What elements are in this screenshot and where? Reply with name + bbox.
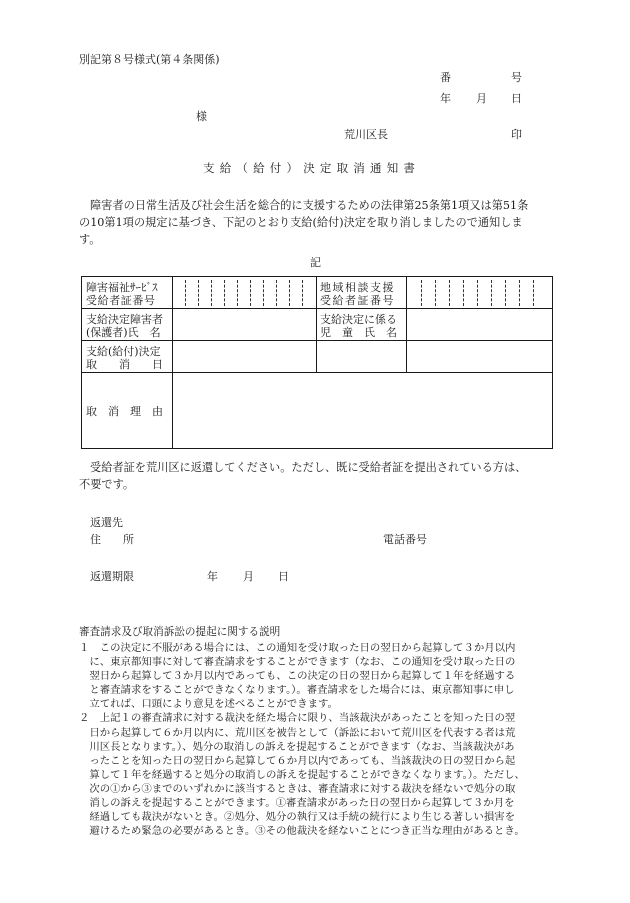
deadline-day-label: 日 [278,570,289,583]
intro-line: 障害者の日常生活及び社会生活を総合的に支援するための法律第25条第1項又は第51条 [90,199,529,212]
digit-box-divider [276,280,277,306]
digit-box-divider [185,280,186,306]
recipient-name-label [86,313,170,339]
consultation-certificate-number-label [320,281,404,307]
digit-box-divider [198,280,199,306]
explanation-line: ったことを知った日の翌日から起算して６か月以内であっても、当該裁決の日の翌日から起 [79,754,516,767]
phone-label: 電話番号 [383,533,427,546]
address-label: 住 所 [90,533,134,546]
label-text: 児 童 氏 名 [320,326,397,339]
intro-line: す。 [79,233,101,246]
digit-box-divider [519,280,520,306]
label-text: 支給決定に係る [320,313,397,326]
digit-box-divider [237,280,238,306]
label-text: (保護者)氏 名 [86,326,161,339]
explanation-line: １ この決定に不服がある場合には、この通知を受け取った日の翌日から起算して３か月以内 [79,642,516,654]
table-rule [316,277,317,340]
digit-box-divider [491,280,492,306]
digit-box-divider [250,280,251,306]
intro-line: の10第1項の規定に基づき、下記のとおり支給(給付)決定を取り消しましたので通知しま [79,216,523,229]
label-text: 受給者証番号 [86,294,156,307]
explanation-line: に、東京都知事に対して審査請求をすることができます（なお、この通知を受け取った日の [79,656,516,669]
label-text: 受給者証番号 [320,294,395,307]
explanation-line: 経過しても裁決がないとき。②処分、処分の執行又は手続の続行により生じる著しい損害を [79,811,515,824]
explanation-heading: 審査請求及び取消訴訟の提起に関する説明 [79,626,281,638]
return-notice [79,459,526,493]
digit-box-divider [263,280,264,306]
explanation-line: ２ 上記１の審査請求に対する裁決を経た場合に限り、当該裁決があったことを知った日の翌 [79,712,516,725]
revocation-date-label [86,345,170,371]
child-name-label [320,313,404,339]
table-rule [82,308,552,309]
document-title: 支給（給付）決定取消通知書 [203,161,421,175]
digit-box-divider [449,280,450,306]
label-text: 支給決定障害者 [86,313,163,326]
explanation-line: 消しの訴えを提起することができます。①審査請求があった日の翌日から起算して３か月を [79,797,515,810]
return-notice-line: 受給者証を荒川区に返還してください。ただし、既に受給者証を提出されている方は、 [90,461,527,474]
table-rule [172,277,173,448]
digit-box-divider [289,280,290,306]
explanation-body [79,641,525,838]
return-notice-line: 不要です。 [79,478,135,491]
addressee-suffix: 様 [196,110,207,123]
date-day-label: 日 [511,92,522,105]
label-text: 取 消 日 [86,358,163,371]
return-to-label: 返還先 [90,516,123,529]
date-year-label: 年 [440,92,451,105]
form-label: 別記第８号様式(第４条関係) [79,53,220,66]
digit-box-divider [463,280,464,306]
deadline-year-label: 年 [207,570,218,583]
explanation-line: 避けるため緊急の必要があるとき。③その他裁決を経ないことにつき正当な理由があるとき。 [79,825,525,838]
intro-paragraph [79,197,528,248]
explanation-line: 翌日から起算して３か月以内であっても、この決定の日の翌日から起算して１年を経過する [79,670,516,683]
table-rule [82,340,552,341]
service-certificate-number-label [86,281,170,307]
notice-form-table [81,276,553,449]
explanation-line: 算して１年を経過すると処分の取消しの訴えを提起することができなくなります。）。ただし、 [79,768,525,781]
deadline-label: 返還期限 [90,570,134,583]
revocation-reason-label [86,406,170,417]
number-label: 番 [440,71,451,84]
digit-box-divider [302,280,303,306]
deadline-month-label: 月 [243,570,254,583]
date-month-label: 月 [476,92,487,105]
digit-box-divider [211,280,212,306]
explanation-line: と審査請求をすることができなくなります。）。審査請求をした場合には、東京都知事に申し [79,684,515,697]
number-suffix: 号 [511,71,522,84]
seal-mark: 印 [511,128,522,141]
label-text: 地域相談支援 [320,281,395,294]
digit-box-divider [435,280,436,306]
explanation-line: 川区長となります。）、処分の取消しの訴えを提起することができます（なお、当該裁決があ [79,740,515,753]
table-rule [82,372,552,373]
issuer-name: 荒川区長 [344,128,388,141]
label-text: 支給(給付)決定 [86,345,161,358]
ki-mark: 記 [310,256,321,269]
explanation-line: 日から起算して６か月以内に、荒川区を被告として（訴訟において荒川区を代表する者は荒 [79,726,516,739]
digit-box-divider [505,280,506,306]
table-rule [316,340,317,372]
digit-box-divider [224,280,225,306]
table-rule [406,340,407,372]
label-text: 取 消 理 由 [86,405,163,418]
digit-box-divider [477,280,478,306]
table-rule [406,277,407,340]
digit-box-divider [421,280,422,306]
explanation-line: 立てれば、口頭により意見を述べることができます。 [79,698,338,711]
digit-box-divider [533,280,534,306]
label-text: 障害福祉ｻｰﾋﾞｽ [86,281,158,294]
explanation-line: 次の①から③までのいずれかに該当するときは、審査請求に対する裁決を経ないで処分の取 [79,782,516,795]
